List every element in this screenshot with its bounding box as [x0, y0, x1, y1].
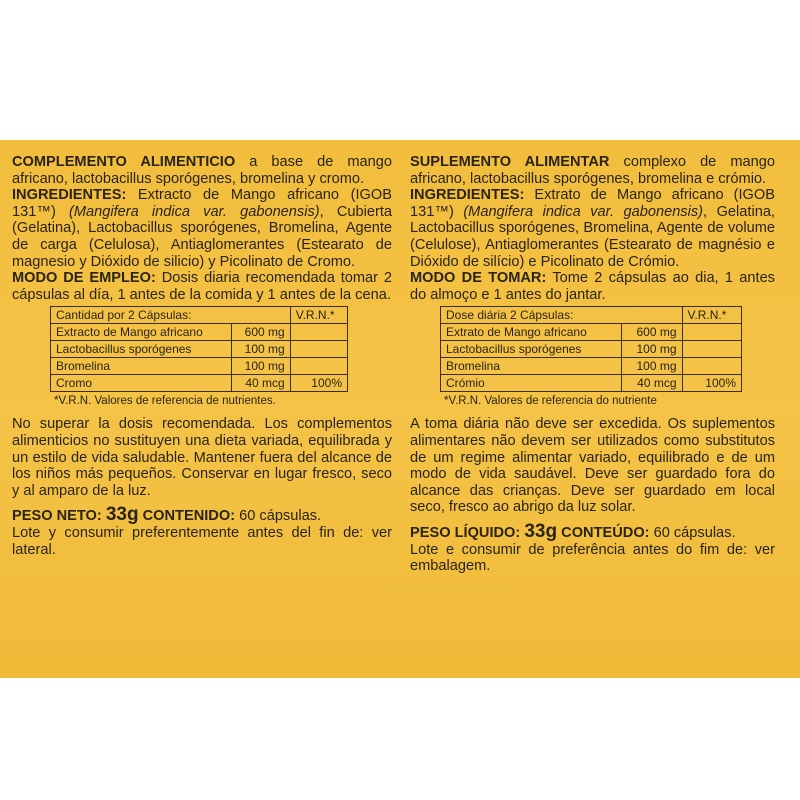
ingredients-text: Extrato de Mango africano (IGOB 131™) [410, 187, 775, 220]
ingredients-species: (Mangifera indica var. gabonensis) [68, 203, 320, 220]
table-row [441, 324, 742, 341]
row-name: Lactobacillus sporógenes [441, 341, 622, 358]
row-amount: 100 mg [621, 358, 682, 375]
row-vrn [682, 324, 741, 341]
row-vrn [290, 324, 347, 341]
row-amount: 100 mg [232, 341, 291, 358]
content-value: 60 cápsulas. [235, 508, 322, 525]
portuguese-column [410, 154, 775, 575]
table-row [51, 375, 348, 392]
intro-paragraph [410, 154, 775, 187]
vrn-header: V.R.N.* [290, 307, 347, 324]
ingredients-text: Extracto de Mango africano (IGOB 131™) [12, 187, 392, 220]
row-name: Bromelina [441, 358, 622, 375]
intro-text: complexo de mango africano, lactobacillus sporógenes, bromelina e crómio. [410, 154, 775, 187]
ingredients-text-rest: , Gelatina, Lactobacillus sporógenes, Bromelina, Agente de volume (Celulose), Antiaglomerantes (Estearato de magnésio e Dióxido de silício) e Picolinato de Crómio. [410, 203, 775, 270]
usage-text: Tome 2 cápsulas ao dia, 1 antes do almoço e 1 antes do jantar. [410, 270, 775, 303]
table-header: Cantidad por 2 Cápsulas: [51, 307, 291, 324]
lot-paragraph: Lote e consumir de preferência antes do fim de: ver embalagem. [410, 541, 775, 575]
row-name: Lactobacillus sporógenes [51, 341, 232, 358]
row-vrn [290, 341, 347, 358]
ingredients-paragraph [410, 187, 775, 270]
usage-text: Dosis diaria recomendada tomar 2 cápsulas al día, 1 antes de la comida y 1 antes de la cena. [12, 270, 393, 303]
row-amount: 600 mg [621, 324, 682, 341]
intro-text: a base de mango africano, lactobacillus sporógenes, bromelina y cromo. [12, 154, 392, 187]
row-vrn: 100% [682, 375, 741, 392]
label-panel [0, 140, 800, 678]
table-header-row [441, 307, 742, 324]
table-row [441, 375, 742, 392]
row-amount: 40 mcg [621, 375, 682, 392]
row-vrn: 100% [290, 375, 347, 392]
warning-paragraph: A toma diária não deve ser excedida. Os suplementos alimentares não devem ser utilizados como substitutos de um regime alimentar variado, equilibrado e de um modo de vida saudável. Deve ser guardado fora do alcance das crianças. Deve ser guardado em local seco, fresco ao abrigo da luz solar. [410, 416, 775, 516]
table-row [441, 358, 742, 375]
table-row [51, 324, 348, 341]
usage-paragraph [12, 270, 392, 303]
table-row [51, 341, 348, 358]
nutrition-table [440, 306, 742, 392]
row-amount: 600 mg [232, 324, 291, 341]
row-vrn [290, 358, 347, 375]
row-name: Cromo [51, 375, 232, 392]
row-name: Extrato de Mango africano [441, 324, 622, 341]
usage-label: MODO DE TOMAR: [410, 270, 547, 287]
table-row [441, 341, 742, 358]
net-value: 33g [524, 520, 558, 542]
nutrition-table [50, 306, 348, 392]
spanish-column [12, 154, 392, 558]
ingredients-label: INGREDIENTES: [12, 187, 127, 204]
table-footnote: *V.R.N. Valores de referencia de nutrientes. [54, 395, 276, 408]
row-name: Extracto de Mango africano [51, 324, 232, 341]
row-vrn [682, 341, 741, 358]
net-label: PESO NETO: [12, 508, 102, 525]
ingredients-label: INGREDIENTES: [410, 187, 525, 204]
row-amount: 40 mcg [232, 375, 291, 392]
warning-paragraph: No superar la dosis recomendada. Los complementos alimenticios no sustituyen una dieta variada, equilibrada y un estilo de vida saludable. Mantener fuera del alcance de los niños más pequeños. Conservar en lugar fresco, seco y al amparo de la luz. [12, 416, 392, 499]
intro-paragraph [12, 154, 392, 187]
row-name: Crómio [441, 375, 622, 392]
net-weight-line [410, 520, 775, 542]
ingredients-species: (Mangifera indica var. gabonensis) [463, 203, 704, 220]
net-weight-line [12, 504, 392, 526]
content-label: CONTENIDO: [142, 508, 236, 525]
row-name: Bromelina [51, 358, 232, 375]
ingredients-text-rest: , Cubierta (Gelatina), Lactobacillus sporógenes, Bromelina, Agente de carga (Celulosa), Antiaglomerantes (Estearato de magnesio y Dióxido de silicio) y Picolinato de Cromo. [12, 203, 392, 270]
table-header-row [51, 307, 348, 324]
row-vrn [682, 358, 741, 375]
ingredients-paragraph [12, 187, 392, 270]
net-label: PESO LÍQUIDO: [410, 524, 521, 541]
usage-paragraph [410, 270, 775, 303]
table-header: Dose diária 2 Cápsulas: [441, 307, 683, 324]
usage-label: MODO DE EMPLEO: [12, 270, 156, 287]
content-label: CONTEÚDO: [561, 524, 650, 541]
table-row [51, 358, 348, 375]
row-amount: 100 mg [621, 341, 682, 358]
lot-paragraph: Lote y consumir preferentemente antes del fin de: ver lateral. [12, 524, 392, 558]
intro-title: SUPLEMENTO ALIMENTAR [410, 154, 610, 170]
vrn-header: V.R.N.* [682, 307, 741, 324]
intro-title: COMPLEMENTO ALIMENTICIO [12, 154, 236, 170]
row-amount: 100 mg [232, 358, 291, 375]
table-footnote: *V.R.N. Valores de referencia do nutriente [444, 395, 657, 408]
content-value: 60 cápsulas. [649, 524, 736, 541]
net-value: 33g [105, 504, 139, 526]
